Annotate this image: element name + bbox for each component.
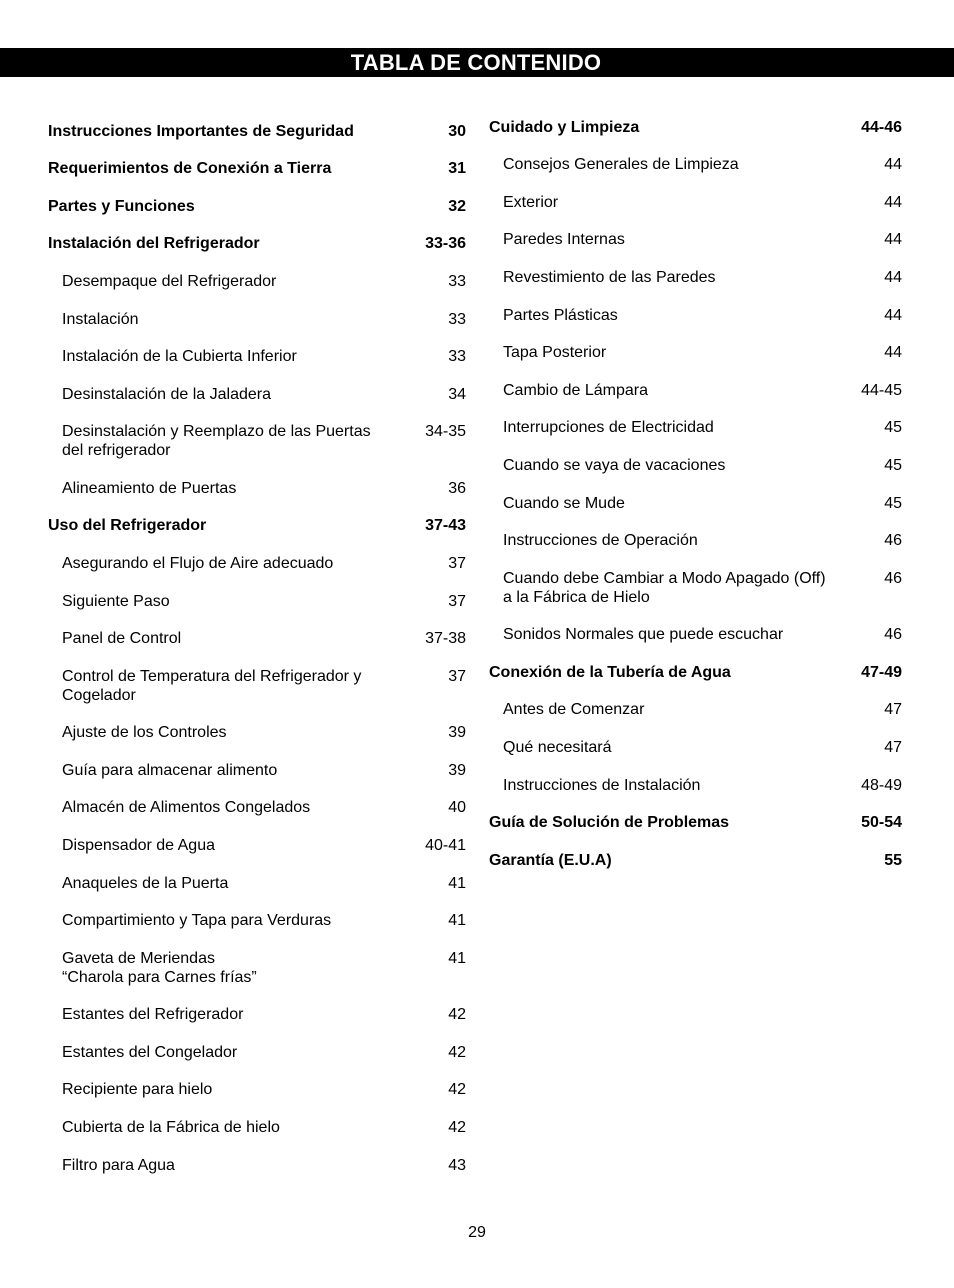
toc-subsection-title: Anaqueles de la Puerta (62, 875, 229, 892)
toc-section-title: Guía de Solución de Problemas (489, 814, 730, 831)
toc-page-number: 36 (448, 480, 466, 497)
page-number: 29 (468, 1224, 486, 1241)
toc-section-title: Uso del Refrigerador (48, 517, 207, 534)
toc-page-number: 44-46 (861, 119, 902, 136)
toc-page-number: 46 (884, 532, 902, 549)
page-title: TABLA DE CONTENIDO (350, 49, 602, 75)
toc-subsection-title: Guía para almacenar alimento (62, 762, 278, 779)
toc-page-number: 45 (884, 495, 902, 512)
toc-subsection-title: Revestimiento de las Paredes (503, 269, 716, 286)
toc-subsection-title: Dispensador de Agua (62, 837, 215, 854)
toc-page-number: 32 (448, 198, 466, 215)
toc-page-number: 39 (448, 724, 466, 741)
toc-page-number: 33 (448, 348, 466, 365)
toc-page-number: 50-54 (861, 814, 902, 831)
toc-subsection-title: Instrucciones de Operación (503, 532, 698, 549)
toc-subsection-title: Gaveta de Meriendas “Charola para Carnes frías” (62, 950, 257, 986)
toc-page-number: 44 (884, 194, 902, 211)
toc-subsection-title: Desempaque del Refrigerador (62, 273, 277, 290)
toc-subsection-title: Consejos Generales de Limpieza (503, 156, 739, 173)
toc-section-title: Partes y Funciones (48, 198, 195, 215)
toc-page-number: 42 (448, 1044, 466, 1061)
toc-subsection-title: Interrupciones de Electricidad (503, 419, 714, 436)
toc-page-number: 43 (448, 1157, 466, 1174)
toc-subsection-title: Instrucciones de Instalación (503, 777, 701, 794)
toc-section-title: Instalación del Refrigerador (48, 235, 260, 252)
toc-page-number: 34 (448, 386, 466, 403)
toc-page-number: 33-36 (425, 235, 466, 252)
toc-subsection-title: Almacén de Alimentos Congelados (62, 799, 311, 816)
toc-subsection-title: Siguiente Paso (62, 593, 170, 610)
toc-subsection-title: Compartimiento y Tapa para Verduras (62, 912, 332, 929)
toc-section-title: Requerimientos de Conexión a Tierra (48, 160, 332, 177)
toc-page-number: 44 (884, 307, 902, 324)
toc-page-number: 33 (448, 311, 466, 328)
toc-page-number: 34-35 (425, 423, 466, 440)
toc-section-title: Instrucciones Importantes de Seguridad (48, 123, 354, 140)
toc-page-number: 44-45 (861, 382, 902, 399)
toc-page-number: 44 (884, 344, 902, 361)
toc-page-number: 37-43 (425, 517, 466, 534)
toc-page-number: 47-49 (861, 664, 902, 681)
toc-page-number: 47 (884, 739, 902, 756)
toc-subsection-title: Alineamiento de Puertas (62, 480, 237, 497)
toc-subsection-title: Recipiente para hielo (62, 1081, 213, 1098)
toc-subsection-title: Control de Temperatura del Refrigerador y Cogelador (62, 668, 362, 704)
toc-subsection-title: Instalación (62, 311, 139, 328)
toc-page-number: 42 (448, 1119, 466, 1136)
toc-subsection-title: Filtro para Agua (62, 1157, 175, 1174)
toc-page-number: 37 (448, 593, 466, 610)
toc-page-number: 47 (884, 701, 902, 718)
toc-page-number: 31 (448, 160, 466, 177)
toc-page-number: 33 (448, 273, 466, 290)
toc-page-number: 44 (884, 231, 902, 248)
toc-page-number: 37 (448, 555, 466, 572)
toc-subsection-title: Sonidos Normales que puede escuchar (503, 626, 784, 643)
toc-page-number: 41 (448, 950, 466, 967)
toc-subsection-title: Partes Plásticas (503, 307, 618, 324)
toc-page-number: 42 (448, 1081, 466, 1098)
toc-subsection-title: Ajuste de los Controles (62, 724, 227, 741)
toc-subsection-title: Cubierta de la Fábrica de hielo (62, 1119, 280, 1136)
toc-subsection-title: Cambio de Lámpara (503, 382, 648, 399)
toc-subsection-title: Cuando se vaya de vacaciones (503, 457, 726, 474)
toc-section-title: Garantía (E.U.A) (489, 852, 612, 869)
toc-section-title: Conexión de la Tubería de Agua (489, 664, 731, 681)
toc-subsection-title: Desinstalación de la Jaladera (62, 386, 272, 403)
toc-page-number: 46 (884, 570, 902, 587)
toc-page-number: 48-49 (861, 777, 902, 794)
toc-page-number: 37-38 (425, 630, 466, 647)
toc-subsection-title: Desinstalación y Reemplazo de las Puertas del refrigerador (62, 423, 371, 459)
toc-page-number: 30 (448, 123, 466, 140)
toc-page-number: 45 (884, 457, 902, 474)
toc-subsection-title: Instalación de la Cubierta Inferior (62, 348, 297, 365)
toc-subsection-title: Cuando debe Cambiar a Modo Apagado (Off) a la Fábrica de Hielo (503, 570, 826, 606)
toc-page-number: 40-41 (425, 837, 466, 854)
toc-subsection-title: Asegurando el Flujo de Aire adecuado (62, 555, 334, 572)
toc-page-number: 55 (884, 852, 902, 869)
title-bar (0, 48, 954, 77)
toc-page-number: 41 (448, 875, 466, 892)
toc-subsection-title: Tapa Posterior (503, 344, 607, 361)
toc-subsection-title: Antes de Comenzar (503, 701, 645, 718)
toc-page-number: 39 (448, 762, 466, 779)
toc-page-number: 41 (448, 912, 466, 929)
toc-subsection-title: Paredes Internas (503, 231, 625, 248)
toc-page-number: 40 (448, 799, 466, 816)
toc-page-number: 42 (448, 1006, 466, 1023)
toc-subsection-title: Cuando se Mude (503, 495, 625, 512)
toc-page-number: 37 (448, 668, 466, 685)
toc-page-number: 46 (884, 626, 902, 643)
toc-subsection-title: Exterior (503, 194, 559, 211)
toc-page-number: 44 (884, 156, 902, 173)
toc-subsection-title: Estantes del Refrigerador (62, 1006, 244, 1023)
toc-section-title: Cuidado y Limpieza (489, 119, 640, 136)
toc-page-number: 45 (884, 419, 902, 436)
toc-subsection-title: Qué necesitará (503, 739, 612, 756)
toc-subsection-title: Panel de Control (62, 630, 182, 647)
toc-page-number: 44 (884, 269, 902, 286)
toc-subsection-title: Estantes del Congelador (62, 1044, 238, 1061)
